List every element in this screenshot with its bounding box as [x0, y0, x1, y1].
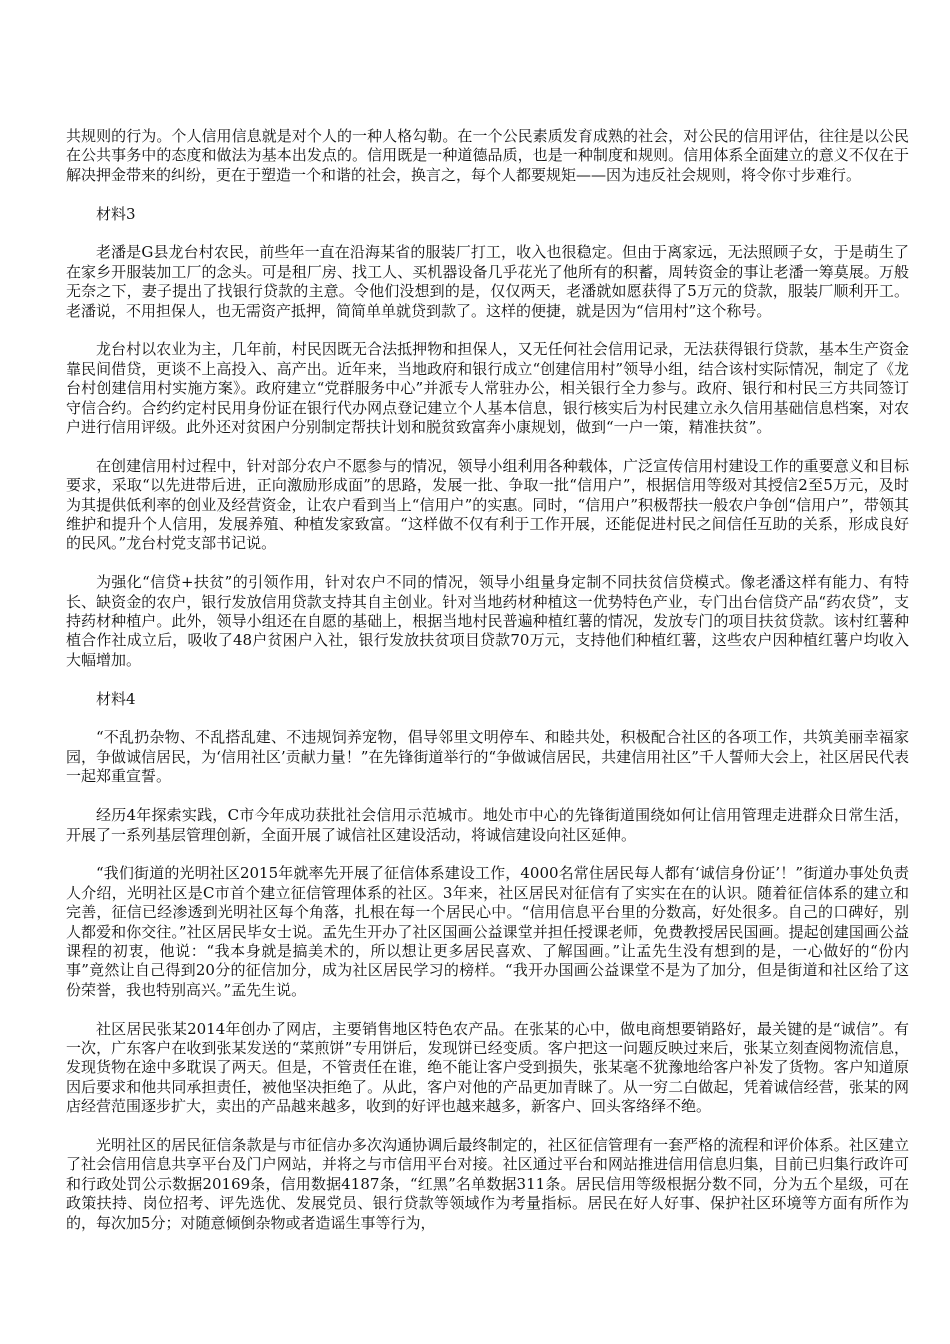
section-heading-material-4: 材料4	[96, 689, 136, 708]
paragraph: 为强化“信贷+扶贫”的引领作用，针对农户不同的情况，领导小组量身定制不同扶贫信贷模式。像老潘这样有能力、有特长、缺资金的农户，银行发放信用贷款支持其自主创业。针对当地药材种植这一优势特色产业，专门出台信贷产品“药农贷”，支持药材种植户。此外，领导小组还在自愿的基础上，根据当地村民普遍种植红薯的情况，发放专门的项目扶贫贷款。该村红薯种植合作社成立后，吸收了48户贫困户入社，银行发放扶贫项目贷款70万元，支持他们种植红薯，这些农户因种植红薯户均收入大幅增加。	[66, 573, 909, 669]
paragraph: “不乱扔杂物、不乱搭乱建、不违规饲养宠物，倡导邻里文明停车、和睦共处，积极配合社区的各项工作，共筑美丽幸福家园，争做诚信居民，为‘信用社区’贡献力量！”在先锋街道举行的“争做诚信居民，共建信用社区”千人誓师大会上，社区居民代表一起郑重宣誓。	[66, 728, 909, 786]
paragraph: 老潘是G县龙台村农民，前些年一直在沿海某省的服装厂打工，收入也很稳定。但由于离家远，无法照顾子女，于是萌生了在家乡开服装加工厂的念头。可是租厂房、找工人、买机器设备几乎花光了他所有的积蓄，周转资金的事让老潘一筹莫展。万般无奈之下，妻子提出了找银行贷款的主意。令他们没想到的是，仅仅两天，老潘就如愿获得了5万元的贷款，服装厂顺利开工。老潘说，不用担保人，也无需资产抵押，简简单单就贷到款了。这样的便捷，就是因为“信用村”这个称号。	[66, 243, 909, 320]
paragraph: “我们街道的光明社区2015年就率先开展了征信体系建设工作，4000名常住居民每人都有‘诚信身份证’！”街道办事处负责人介绍，光明社区是C市首个建立征信管理体系的社区。3年来，社区居民对征信有了实实在在的认识。随着征信体系的建立和完善，征信已经渗透到光明社区每个角落，扎根在每一个居民心中。“信用信息平台里的分数高，好处很多。自己的口碑好，别人都爱和你交往。”社区居民毕女士说。孟先生开办了社区国画公益课堂并担任授课老师，免费教授居民国画。提起创建国画公益课程的初衷，他说：“我本身就是搞美术的，所以想让更多居民喜欢、了解国画。”让孟先生没有想到的是，一心做好的“份内事”竟然让自己得到20分的征信加分，成为社区居民学习的榜样。“我开办国画公益课堂不是为了加分，但是街道和社区给了这份荣誉，我也特别高兴。”孟先生说。	[66, 864, 909, 999]
document-page	[66, 127, 909, 1252]
paragraph: 社区居民张某2014年创办了网店，主要销售地区特色农产品。在张某的心中，做电商想要销路好，最关键的是“诚信”。有一次，广东客户在收到张某发送的“菜煎饼”专用饼后，发现饼已经变质。客户把这一问题反映过来后，张某立刻查阅物流信息，发现货物在途中多耽误了两天。但是，不管责任在谁，绝不能让客户受到损失，张某毫不犹豫地给客户补发了货物。客户知道原因后要求和他共同承担责任，被他坚决拒绝了。从此，客户对他的产品更加青睐了。从一穷二白做起，凭着诚信经营，张某的网店经营范围逐步扩大，卖出的产品越来越多，收到的好评也越来越多，新客户、回头客络绎不绝。	[66, 1019, 909, 1116]
paragraph-intro: 共规则的行为。个人信用信息就是对个人的一种人格勾勒。在一个公民素质发育成熟的社会，对公民的信用评估，往往是以公民在公共事务中的态度和做法为基本出发点的。信用既是一种道德品质，也是一种制度和规则。信用体系全面建立的意义不仅在于解决押金带来的纠纷，更在于塑造一个和谐的社会，换言之，每个人都要规矩——因为违反社会规则，将令你寸步难行。	[66, 127, 909, 184]
paragraph: 经历4年探索实践，C市今年成功获批社会信用示范城市。地处市中心的先锋街道围绕如何让信用管理走进群众日常生活，开展了一系列基层管理创新，全面开展了诚信社区建设活动，将诚信建设向社区延伸。	[66, 806, 909, 844]
section-heading-material-3: 材料3	[96, 204, 136, 223]
paragraph: 光明社区的居民征信条款是与市征信办多次沟通协调后最终制定的，社区征信管理有一套严格的流程和评价体系。社区建立了社会信用信息共享平台及门户网站，并将之与市信用平台对接。社区通过平台和网站推进信用信息归集，目前已归集行政许可和行政处罚公示数据20169条，信用数据4187条，“红黑”名单数据311条。居民信用等级根据分数不同，分为五个星级，可在政策扶持、岗位招考、评先选优、发展党员、银行贷款等领域作为考量指标。居民在好人好事、保护社区环境等方面有所作为的，每次加5分；对随意倾倒杂物或者造谣生事等行为，	[66, 1135, 909, 1232]
paragraph: 在创建信用村过程中，针对部分农户不愿参与的情况，领导小组利用各种载体，广泛宣传信用村建设工作的重要意义和目标要求，采取“以先进带后进，正向激励形成面”的思路，发展一批、争取一批“信用户”，根据信用等级对其授信2至5万元，及时为其提供低利率的创业及经营资金，让农户看到当上“信用户”的实惠。同时，“信用户”积极帮扶一般农户争创“信用户”，带领其维护和提升个人信用，发展养殖、种植发家致富。“这样做不仅有利于工作开展，还能促进村民之间信任互助的关系，形成良好的民风。”龙台村党支部书记说。	[66, 456, 909, 553]
paragraph: 龙台村以农业为主，几年前，村民因既无合法抵押物和担保人，又无任何社会信用记录，无法获得银行贷款，基本生产资金靠民间借贷，更谈不上高投入、高产出。近年来，当地政府和银行成立“创建信用村”领导小组，结合该村实际情况，制定了《龙台村创建信用村实施方案》。政府建立“党群服务中心”并派专人常驻办公，相关银行全力参与。政府、银行和村民三方共同签订守信合约。合约约定村民用身份证在银行代办网点登记建立个人基本信息，银行核实后为村民建立永久信用基础信息档案，对农户进行信用评级。此外还对贫困户分别制定帮扶计划和脱贫致富奔小康规划，做到“一户一策，精准扶贫”。	[66, 340, 909, 437]
